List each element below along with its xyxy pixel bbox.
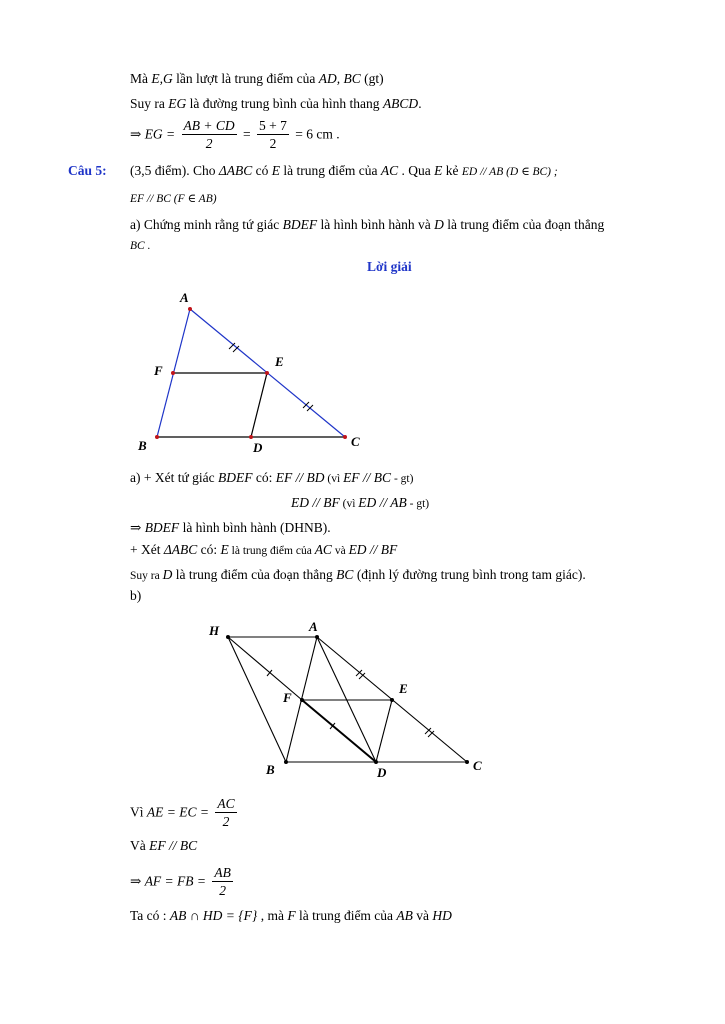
question-part-a: a) Chứng minh rằng tứ giác BDEF là hình bình hành và D là trung điểm của đoạn thẳng [130,217,605,232]
segment-fd [302,700,376,762]
label-c: C [351,434,360,449]
solution-title: Lời giải [367,259,412,274]
point-f [300,698,304,702]
solution-b-line-1: Vì AE = EC = $\frac{AC}{2}$ [130,796,235,829]
solution-b-line-3: ⇒ AF = FB = $\frac{AB}{2}$ [130,865,231,898]
point-e [390,698,394,702]
label-d: D [253,440,263,455]
solution-b-line-4: Ta có : AB ∩ HD = {F} , mà F là trung điểm của AB và HD [130,908,452,923]
equation-eg: ⇒ EG = $\frac{AB + CD}{2}$ = $\frac{5 + 7}{2}$ = 6 cm . [130,118,340,151]
label-f: F [154,363,163,378]
label-a: A [180,290,189,305]
point-a [315,635,319,639]
solution-a-line-4: + Xét ΔABC có: E là trung điểm của AC và ED // BF [130,542,398,557]
point-c [465,760,469,764]
solution-a-line-2: ED // BF (vì ED // AB - gt) [291,495,430,510]
point-b [284,760,288,764]
solution-b-line-2: Và EF // BC [130,838,198,853]
segment-ed [376,700,392,762]
label-h: H [209,623,220,638]
question-label: Câu 5: [68,163,107,178]
label-d: D [377,765,387,780]
segment-hb [228,637,286,762]
solution-a-line-3: ⇒ BDEF là hình bình hành (DHNB). [130,520,331,535]
solution-b-label: b) [130,588,142,603]
solution-a-line-1: a) + Xét tứ giác BDEF có: EF // BD (vì EF // BC - gt) [130,470,414,485]
text-line-2: Suy ra EG là đường trung bình của hình thang ABCD. [130,96,422,111]
label-c: C [473,758,482,773]
label-b: B [266,762,275,777]
point-d [374,760,378,764]
question-condition-2: EF // BC (F ∈ AB) [130,193,217,205]
tick-marks [267,670,434,737]
question-part-a-cont: BC . [130,240,151,252]
text-line-1: Mà E,G lần lượt là trung điểm của AD, BC (gt) [130,71,384,86]
solution-a-line-5: Suy ra D là trung điểm của đoạn thẳng BC (định lý đường trung bình trong tam giác). [130,567,586,582]
label-f: F [283,690,292,705]
label-a: A [309,619,318,634]
label-e: E [275,354,284,369]
label-b: B [138,438,147,453]
label-e: E [399,681,408,696]
question-statement: (3,5 điểm). Cho ΔABC có E là trung điểm của AC . Qua E kẻ ED // AB (D ∈ BC) ; [130,163,558,178]
point-h [226,635,230,639]
